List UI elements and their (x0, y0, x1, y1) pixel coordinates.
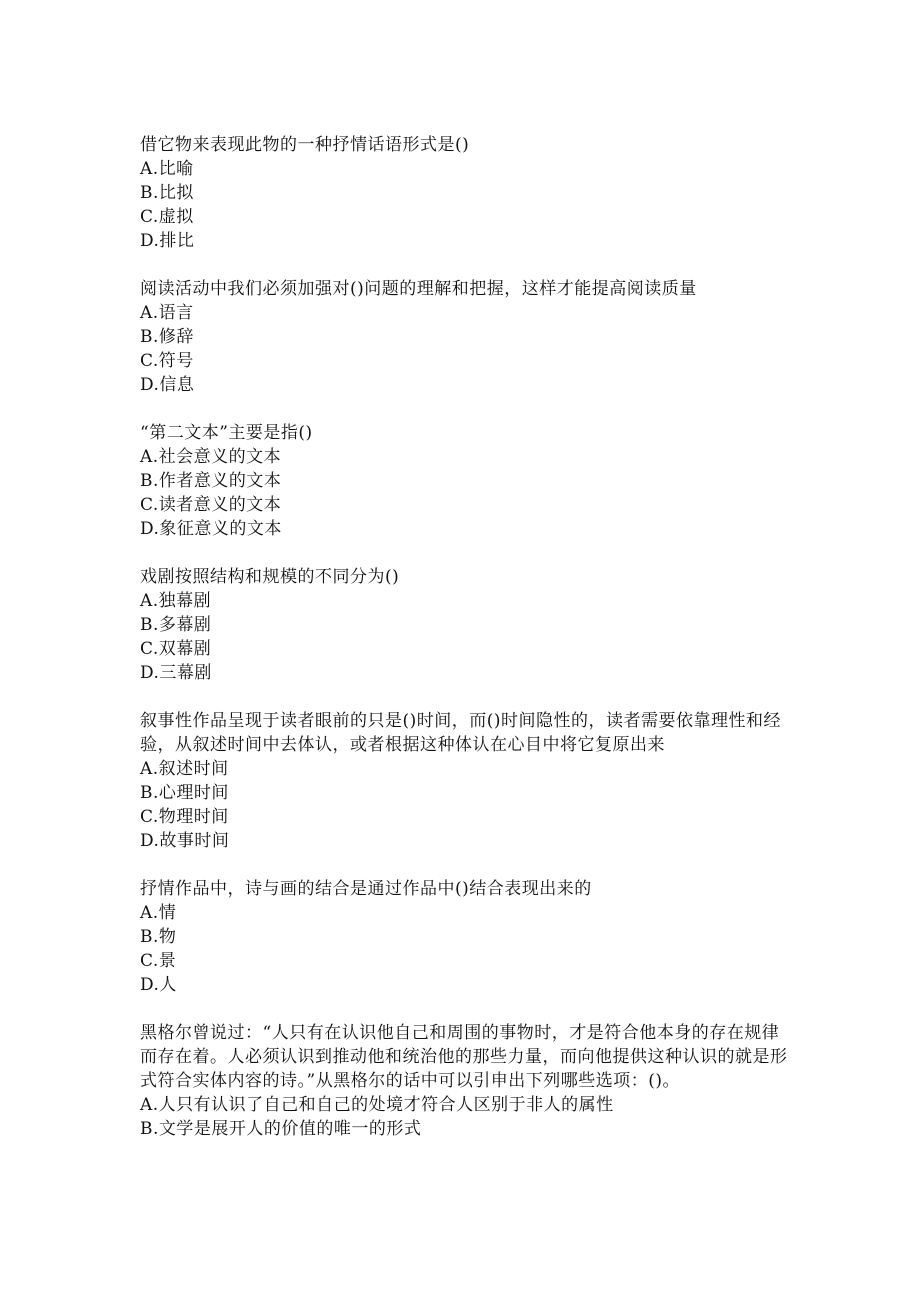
option-a: A.社会意义的文本 (140, 447, 282, 467)
option-c: C.符号 (140, 351, 194, 371)
question-stem: 黑格尔曾说过：“人只有在认识他自己和周围的事物时，才是符合他本身的存在规律而存在着。人必须认识到推动他和统治他的那些力量，而向他提供这种认识的就是形式符合实体内容的诗。”从黑格尔的话中可以引申出下列哪些选项：()。 (140, 1023, 788, 1091)
option-a: A.叙述时间 (140, 759, 229, 779)
option-d: D.故事时间 (140, 831, 230, 851)
option-b: B.比拟 (140, 183, 194, 203)
option-d: D.排比 (140, 231, 195, 251)
option-c: C.虚拟 (140, 207, 194, 227)
question-3 (140, 421, 790, 541)
option-c: C.景 (140, 951, 177, 971)
option-a: A.语言 (140, 303, 194, 323)
option-c: C.双幕剧 (140, 639, 212, 659)
option-d: D.信息 (140, 375, 195, 395)
option-b: B.文学是展开人的价值的唯一的形式 (140, 1119, 422, 1139)
question-5 (140, 709, 790, 853)
document-page (140, 133, 790, 1165)
question-7 (140, 1021, 790, 1141)
question-stem: 阅读活动中我们必须加强对()问题的理解和把握，这样才能提高阅读质量 (140, 279, 697, 299)
question-4 (140, 565, 790, 685)
question-1 (140, 133, 790, 253)
question-stem: 借它物来表现此物的一种抒情话语形式是() (140, 135, 470, 155)
option-d: D.象征意义的文本 (140, 519, 282, 539)
option-b: B.物 (140, 927, 177, 947)
option-b: B.修辞 (140, 327, 194, 347)
option-b: B.作者意义的文本 (140, 471, 282, 491)
option-b: B.多幕剧 (140, 615, 212, 635)
option-d: D.三幕剧 (140, 663, 212, 683)
option-c: C.读者意义的文本 (140, 495, 282, 515)
question-stem: 戏剧按照结构和规模的不同分为() (140, 567, 400, 587)
option-a: A.比喻 (140, 159, 194, 179)
option-a: A.独幕剧 (140, 591, 212, 611)
question-6 (140, 877, 790, 997)
option-a: A.人只有认识了自己和自己的处境才符合人区别于非人的属性 (140, 1095, 614, 1115)
option-a: A.情 (140, 903, 177, 923)
question-stem: 抒情作品中，诗与画的结合是通过作品中()结合表现出来的 (140, 879, 592, 899)
option-c: C.物理时间 (140, 807, 229, 827)
option-b: B.心理时间 (140, 783, 229, 803)
option-d: D.人 (140, 975, 177, 995)
question-stem: “第二文本”主要是指() (140, 423, 313, 443)
question-2 (140, 277, 790, 397)
question-stem: 叙事性作品呈现于读者眼前的只是()时间，而()时间隐性的，读者需要依靠理性和经验，从叙述时间中去体认，或者根据这种体认在心目中将它复原出来 (140, 711, 782, 755)
